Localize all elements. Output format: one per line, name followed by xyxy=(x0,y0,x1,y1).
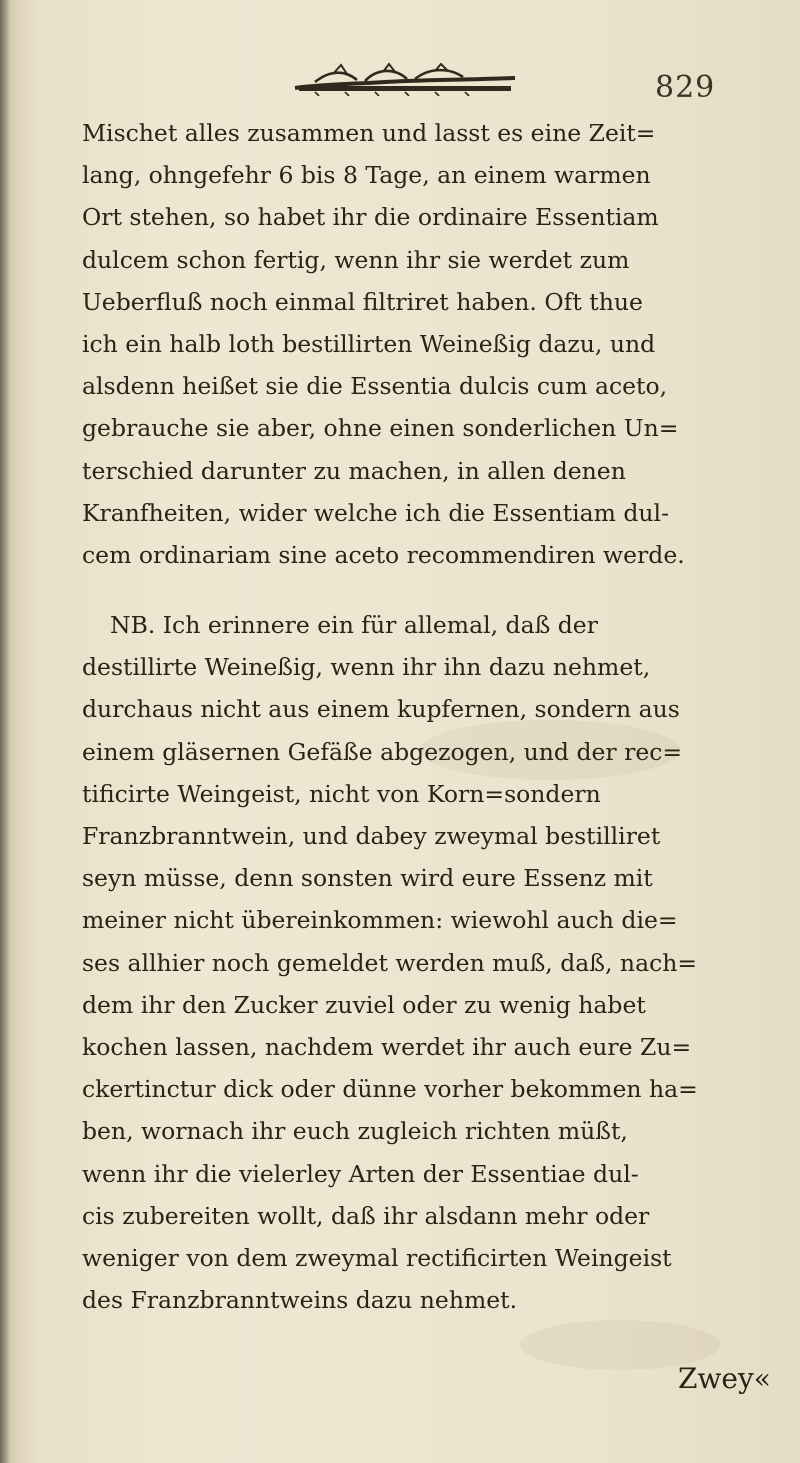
ornament-icon xyxy=(285,62,525,96)
text-line: weniger von dem zweymal rectificirten Weingeist xyxy=(82,1243,672,1272)
text-line: lang, ohngefehr 6 bis 8 Tage, an einem warmen xyxy=(82,161,651,190)
paragraph-gap xyxy=(82,576,754,604)
page-number: 829 xyxy=(655,70,716,105)
text-line: meiner nicht übereinkommen: wiewohl auch die= xyxy=(82,906,678,935)
text-line: seyn müsse, denn sonsten wird eure Essenz mit xyxy=(82,864,653,893)
text-line: ich ein halb loth bestillirten Weineßig dazu, und xyxy=(82,329,656,358)
text-line: cis zubereiten wollt, daß ihr alsdann mehr oder xyxy=(82,1201,650,1230)
text-line: ben, wornach ihr euch zugleich richten müßt, xyxy=(82,1117,628,1146)
text-line: destillirte Weineßig, wenn ihr ihn dazu nehmet, xyxy=(82,653,651,682)
text-line: Franzbranntwein, und dabey zweymal bestilliret xyxy=(82,822,661,850)
catchword: Zwey« xyxy=(678,1362,771,1395)
text-line: tificirte Weingeist, nicht von Korn=sondern xyxy=(82,779,601,808)
text-line: Mischet alles zusammen und lasst es eine Zeit= xyxy=(82,119,656,147)
text-line: durchaus nicht aus einem kupfernen, sondern aus xyxy=(82,695,680,724)
text-line: dem ihr den Zucker zuviel oder zu wenig habet xyxy=(82,990,646,1019)
text-line: cem ordinariam sine aceto recommendiren werde. xyxy=(82,540,685,569)
paragraph-1 xyxy=(82,112,754,576)
text-line: einem gläsernen Gefäße abgezogen, und der rec= xyxy=(82,737,683,766)
text-line: dulcem schon fertig, wenn ihr sie werdet zum xyxy=(82,245,630,274)
text-line: terschied darunter zu machen, in allen denen xyxy=(82,456,626,485)
text-line: ckertinctur dick oder dünne vorher bekommen ha= xyxy=(82,1075,698,1104)
text-body xyxy=(82,112,754,1321)
text-line: ses allhier noch gemeldet werden muß, daß, nach= xyxy=(82,948,698,977)
text-line: Kranfheiten, wider welche ich die Essentiam dul- xyxy=(82,498,670,527)
text-line: Ort stehen, so habet ihr die ordinaire Essentiam xyxy=(82,203,659,232)
text-line: kochen lassen, nachdem werdet ihr auch eure Zu= xyxy=(82,1032,692,1061)
paragraph-2 xyxy=(82,604,754,1321)
text-line: des Franzbranntweins dazu nehmet. xyxy=(82,1286,518,1315)
text-line: gebrauche sie aber, ohne einen sonderlichen Un= xyxy=(82,414,679,443)
text-line: Ueberfluß noch einmal filtriret haben. Oft thue xyxy=(82,287,643,316)
text-line: NB. Ich erinnere ein für allemal, daß der xyxy=(110,611,598,640)
binding-edge xyxy=(0,0,10,1463)
text-line: wenn ihr die vielerley Arten der Essentiae dul- xyxy=(82,1159,639,1188)
text-line: alsdenn heißet sie die Essentia dulcis cum aceto, xyxy=(82,372,668,401)
